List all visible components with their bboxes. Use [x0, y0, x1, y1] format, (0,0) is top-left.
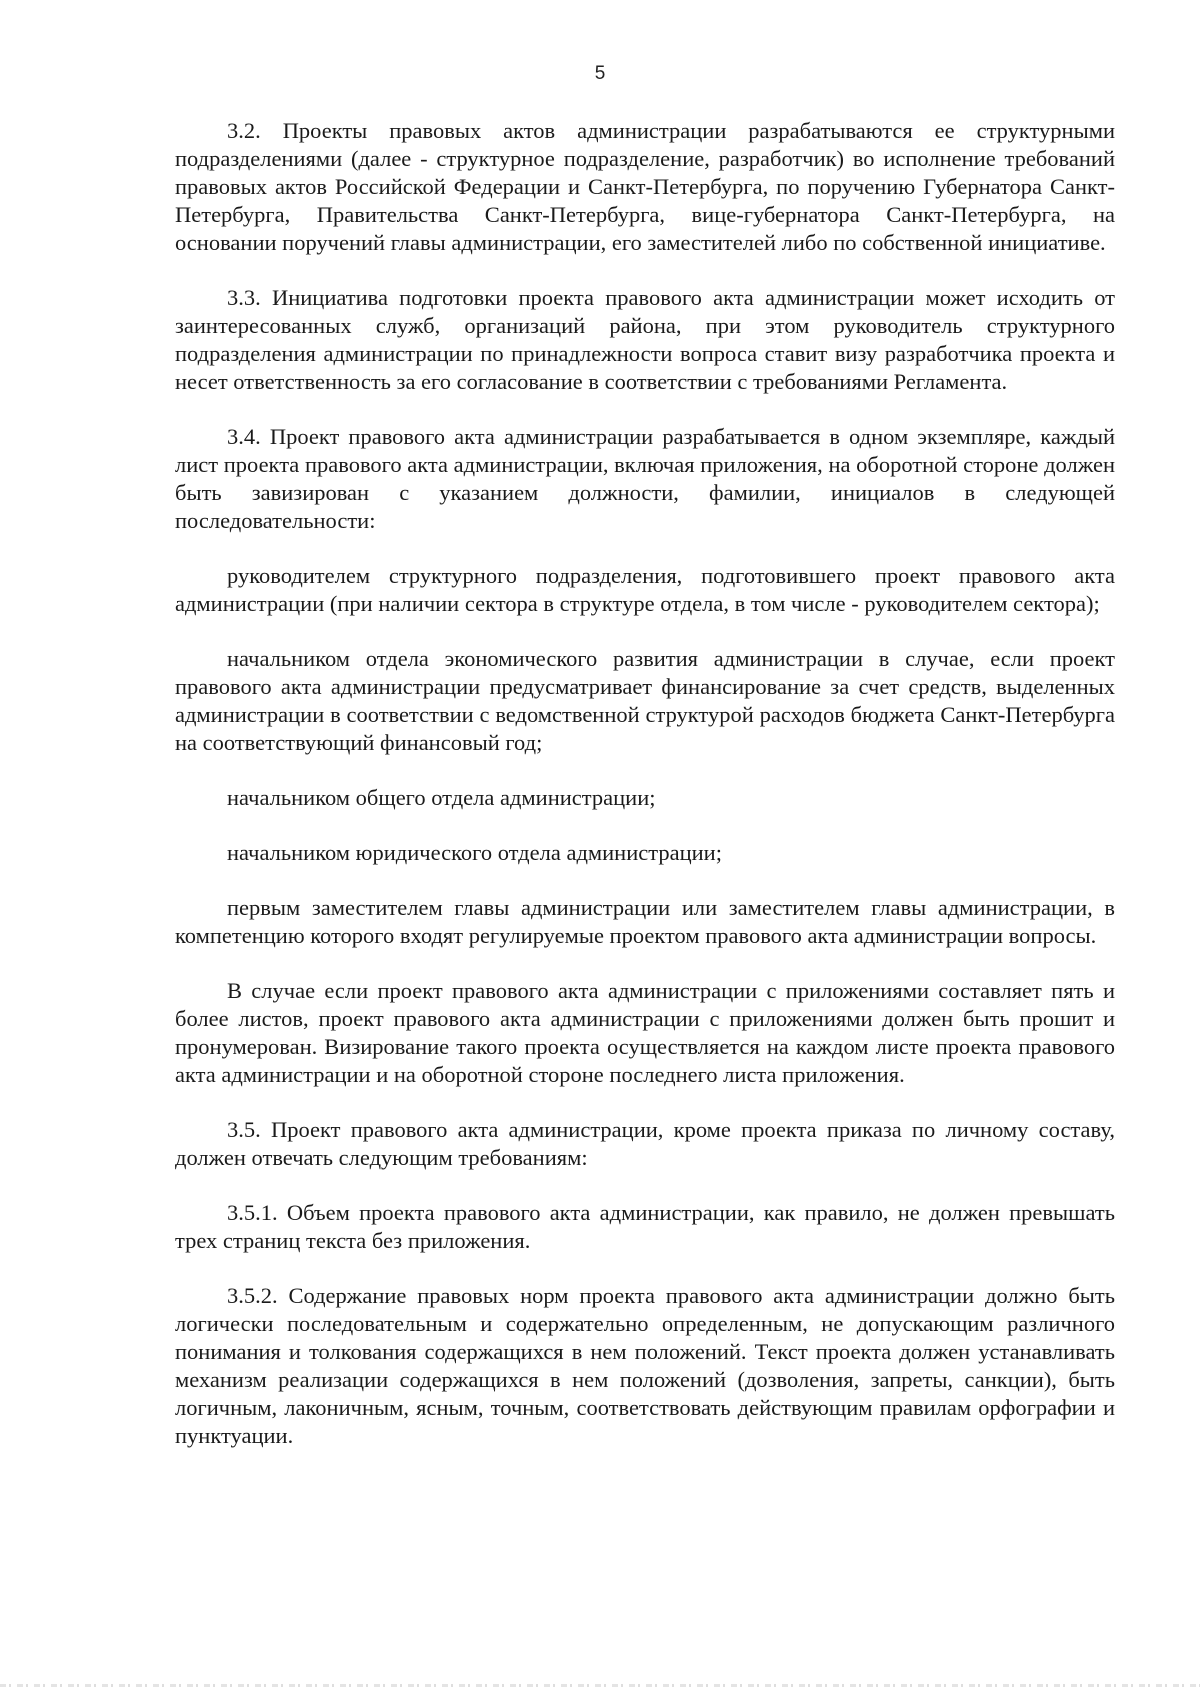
paragraph-3-2: 3.2. Проекты правовых актов администрации разрабатываются ее структурными подразделениями (далее - структурное подразделение, разработчик) во исполнение требований правовых актов Российской Федерации и Санкт-Петербурга, по поручению Губернатора Санкт-Петербурга, Правительства Санкт-Петербурга, вице-губернатора Санкт-Петербурга, на основании поручений главы администрации, его заместителей либо по собственной инициативе.: [175, 118, 1115, 255]
list-item-general-department: начальником общего отдела администрации;: [227, 785, 656, 810]
paragraph-3-5-1: 3.5.1. Объем проекта правового акта администрации, как правило, не должен превышать трех страниц текста без приложения.: [175, 1200, 1115, 1253]
list-item-legal-department: начальником юридического отдела администрации;: [227, 840, 722, 865]
scan-edge-artifact: [0, 1684, 1200, 1687]
paragraph-five-sheets: В случае если проект правового акта администрации с приложениями составляет пять и более листов, проект правового акта администрации с приложениями должен быть прошит и пронумерован. Визирование такого проекта осуществляется на каждом листе проекта правового акта администрации и на оборотной стороне последнего листа приложения.: [175, 978, 1115, 1087]
list-item-deputy-head: первым заместителем главы администрации или заместителем главы администрации, в компетенцию которого входят регулируемые проектом правового акта администрации вопросы.: [175, 895, 1115, 948]
document-body: [175, 117, 1115, 1477]
paragraph-3-3: 3.3. Инициатива подготовки проекта правового акта администрации может исходить от заинтересованных служб, организаций района, при этом руководитель структурного подразделения администрации по принадлежности вопроса ставит визу разработчика проекта и несет ответственность за его согласование в соответствии с требованиями Регламента.: [175, 285, 1115, 394]
list-item-economic-head: начальником отдела экономического развития администрации в случае, если проект правового акта администрации предусматривает финансирование за счет средств, выделенных администрации в соответствии с ведомственной структурой расходов бюджета Санкт-Петербурга на соответствующий финансовый год;: [175, 646, 1115, 755]
list-item-structural-head: руководителем структурного подразделения, подготовившего проект правового акта администрации (при наличии сектора в структуре отдела, в том числе - руководителем сектора);: [175, 563, 1115, 616]
paragraph-3-5-2: 3.5.2. Содержание правовых норм проекта правового акта администрации должно быть логически последовательным и содержательно определенным, не допускающим различного понимания и толкования содержащихся в нем положений. Текст проекта должен устанавливать механизм реализации содержащихся в нем положений (дозволения, запреты, санкции), быть логичным, лаконичным, ясным, точным, соответствовать действующим правилам орфографии и пунктуации.: [175, 1283, 1115, 1448]
paragraph-3-5: 3.5. Проект правового акта администрации, кроме проекта приказа по личному составу, должен отвечать следующим требованиям:: [175, 1117, 1115, 1170]
page-number: 5: [594, 63, 606, 84]
paragraph-3-4: 3.4. Проект правового акта администрации разрабатывается в одном экземпляре, каждый лист проекта правового акта администрации, включая приложения, на оборотной стороне должен быть завизирован с указанием должности, фамилии, инициалов в следующей последовательности:: [175, 424, 1115, 533]
